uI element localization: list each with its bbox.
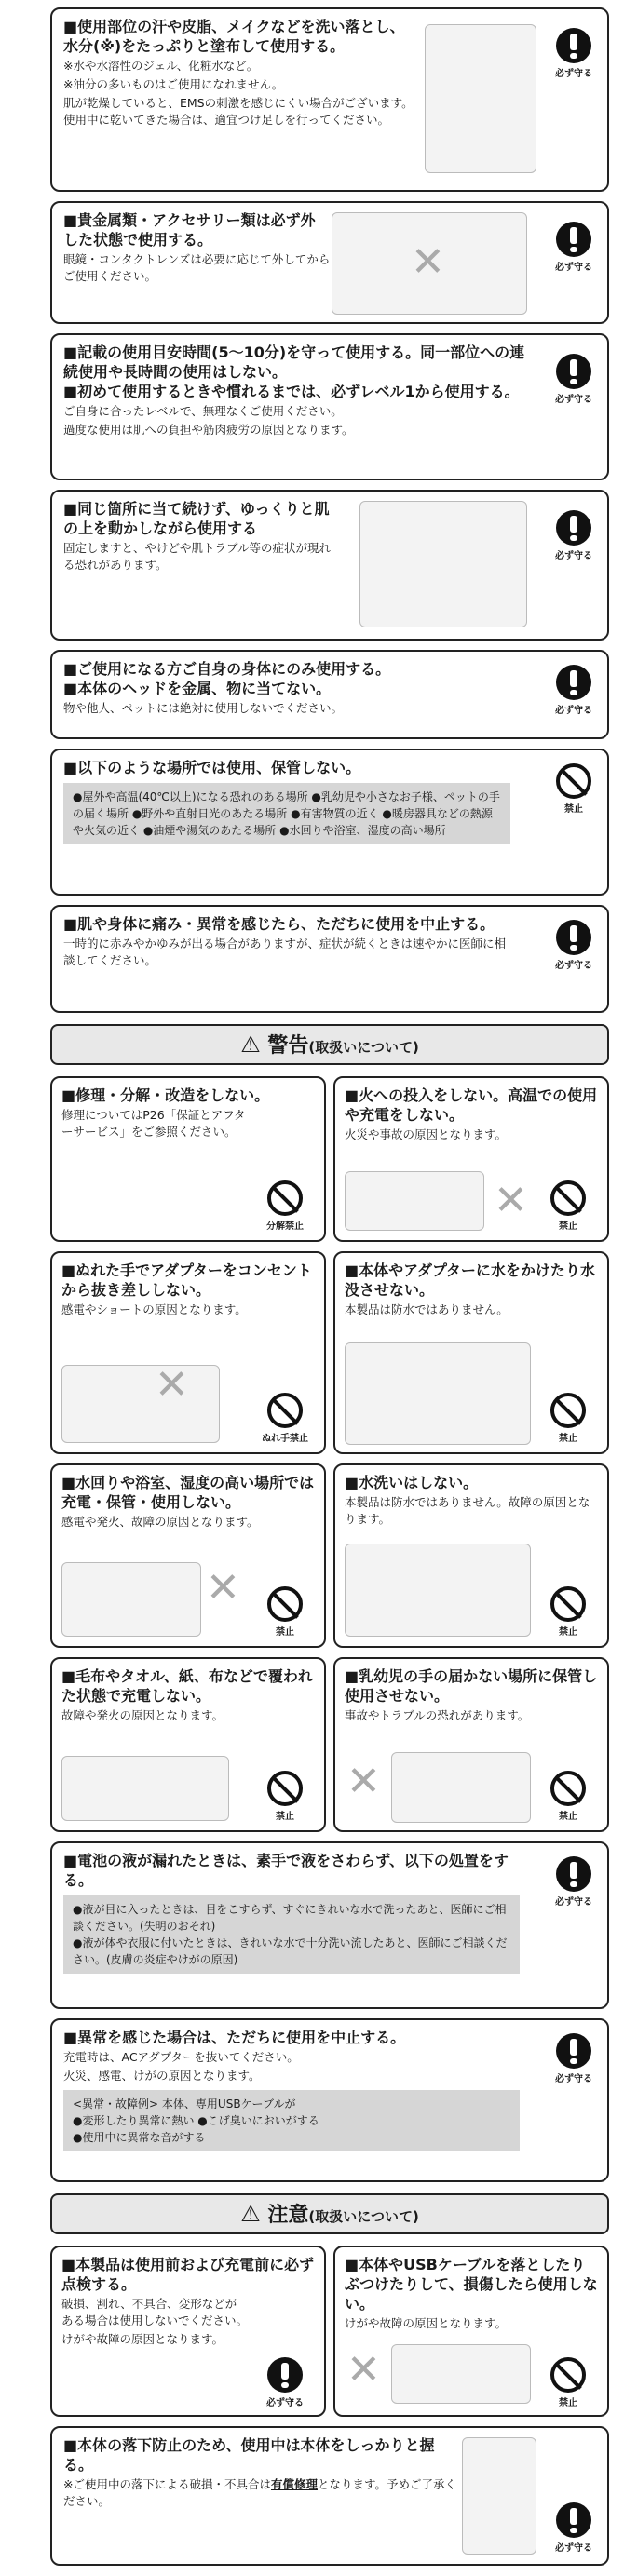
- warning-triangle-icon: ⚠: [240, 1032, 261, 1058]
- note: 肌が乾燥していると、EMSの刺激を感じにくい場合がございます。使用中に乾いてきた場合は、適宜つけ足しを行ってください。: [63, 96, 414, 127]
- note: 感電や発火、故障の原因となります。: [61, 1515, 259, 1529]
- heading: ■貴金属類・アクセサリー類は必ず外した状態で使用する。: [63, 211, 316, 249]
- exclamation-icon: [556, 28, 591, 63]
- note: ※水や水溶性のジェル、化粧水など。: [63, 59, 259, 73]
- heading: ■使用部位の汗や皮脂、メイクなどを洗い落とし、水分(※)をたっぷりと塗布して使用する。: [63, 18, 405, 55]
- note: ご自身に合ったレベルで、無理なくご使用ください。: [63, 404, 343, 418]
- list-item: <異常・故障例> 本体、専用USBケーブルが: [73, 2097, 296, 2111]
- exclamation-icon: [556, 1856, 591, 1892]
- note: けがや故障の原因となります。: [345, 2316, 508, 2330]
- cross-icon: ✕: [155, 1361, 189, 1409]
- must-mark: 必ず守る: [546, 222, 602, 273]
- note: 眼鏡・コンタクトレンズは必要に応じて外してからご使用ください。: [63, 252, 331, 283]
- heading: ■本製品は使用前および充電前に必ず点検する。: [61, 2256, 315, 2293]
- heading: ■電池の液が漏れたときは、素手で液をさわらず、以下の処置をする。: [63, 1852, 509, 1889]
- heading: ■本体やUSBケーブルを落としたりぶつけたりして、損傷したら使用しない。: [345, 2256, 598, 2313]
- cross-icon: ✕: [411, 238, 445, 286]
- ban-mark: 禁止: [257, 1586, 313, 1638]
- prohibited-icon: [550, 1586, 586, 1622]
- exclamation-icon: [556, 920, 591, 955]
- warning-box-no-fire: [333, 1076, 609, 1242]
- note: けがや故障の原因となります。: [61, 2332, 224, 2346]
- battery-leak-list: [63, 1895, 520, 1974]
- heading: ■ぬれた手でアダプターをコンセントから抜き差ししない。: [61, 1261, 312, 1299]
- list-item: ●変形したり異常に熱い ●こげ臭いにおいがする: [73, 2114, 319, 2127]
- note: 破損、割れ、不具合、変形などがある場合は使用しないでください。: [61, 2297, 249, 2327]
- note: 修理についてはP26「保証とアフターサービス」をご参照ください。: [61, 1108, 246, 1139]
- towel-illustration: [61, 1756, 229, 1821]
- warning-box-no-washing: [333, 1463, 609, 1648]
- heading: ■本体のヘッドを金属、物に当てない。: [63, 680, 332, 697]
- cross-icon: ✕: [206, 1564, 240, 1612]
- note: 本製品は防水ではありません。: [345, 1302, 509, 1316]
- warning-box-wet-hands: [50, 1251, 326, 1454]
- faucet-illustration: [345, 1544, 531, 1637]
- caution-box-dropped-device: [333, 2246, 609, 2417]
- heading: ■以下のような場所では使用、保管しない。: [63, 759, 361, 776]
- note: 事故やトラブルの恐れがあります。: [345, 1708, 530, 1722]
- place-list: ●屋外や高温(40℃以上)になる恐れのある場所 ●乳幼児や小さなお子様、ペットの手の届く場所 ●野外や直射日光のあたる場所 ●有害物質の近く ●暖房器具などの熱源や火気の近く ●油煙や湯気のあたる場所 ●水回りや浴室、湿度の高い場所: [63, 783, 510, 844]
- must-mark: 必ず守る: [546, 354, 602, 405]
- heading: ■記載の使用目安時間(5〜10分)を守って使用する。同一部位への連続使用や長時間の使用はしない。: [63, 344, 525, 381]
- ban-mark: 禁止: [540, 2357, 596, 2408]
- bathtub-illustration: [61, 1562, 201, 1637]
- heading: ■水回りや浴室、湿度の高い場所では充電・保管・使用しない。: [61, 1474, 315, 1511]
- warning-box-abnormality: [50, 2018, 609, 2182]
- baby-illustration: [391, 1752, 531, 1823]
- prohibited-icon: [267, 1180, 303, 1216]
- note: 一時的に赤みやかゆみが出る場合がありますが、症状が続くときは速やかに医師に相談してください。: [63, 937, 507, 967]
- exclamation-icon: [267, 2357, 303, 2393]
- cross-icon: ✕: [346, 2346, 381, 2394]
- caution-box-usage-time: [50, 333, 609, 480]
- list-item: ●使用中に異常な音がする: [73, 2131, 206, 2144]
- ban-mark: 禁止: [540, 1393, 596, 1444]
- must-mark: 必ず守る: [546, 510, 602, 561]
- ban-mark: 禁止: [540, 1180, 596, 1232]
- prohibited-icon: [550, 2357, 586, 2393]
- heading: ■異常を感じた場合は、ただちに使用を中止する。: [63, 2029, 406, 2046]
- heading: ■毛布やタオル、紙、布などで覆われた状態で充電しない。: [61, 1667, 313, 1705]
- prohibited-icon: [267, 1393, 303, 1428]
- must-mark: 必ず守る: [546, 920, 602, 971]
- note: ※ご使用中の落下による破損・不具合は有償修理となります。予めご了承ください。: [63, 2477, 457, 2508]
- exclamation-icon: [556, 222, 591, 257]
- heading: ■本体やアダプターに水をかけたり水没させない。: [345, 1261, 595, 1299]
- fire-illustration: [345, 1171, 484, 1231]
- heading: ■水洗いはしない。: [345, 1474, 479, 1491]
- heading: ■同じ箇所に当て続けず、ゆっくりと肌の上を動かしながら使用する: [63, 500, 330, 537]
- warning-box-no-water: [333, 1251, 609, 1454]
- note: 火災、感電、けがの原因となります。: [63, 2069, 261, 2083]
- abnormality-list: [63, 2090, 520, 2151]
- cross-icon: ✕: [494, 1177, 528, 1224]
- water-illustration: [345, 1342, 531, 1445]
- must-mark: 必ず守る: [546, 2033, 602, 2084]
- hand-holding-device-illustration: [462, 2437, 536, 2555]
- warning-box-no-disassembly: [50, 1076, 326, 1242]
- must-mark: 必ず守る: [546, 28, 602, 79]
- warning-banner: ⚠ 警告(取扱いについて): [50, 1024, 609, 1065]
- heading: ■初めて使用するときや慣れるまでは、必ずレベル1から使用する。: [63, 383, 520, 400]
- ban-mark: 禁止: [540, 1771, 596, 1822]
- ban-mark: 禁止: [257, 1771, 313, 1822]
- caution-box-inspection: [50, 2246, 326, 2417]
- caution-box-places: [50, 749, 609, 896]
- warning-triangle-icon: ⚠: [240, 2201, 261, 2227]
- heading: ■ご使用になる方ご自身の身体にのみ使用する。: [63, 660, 391, 678]
- no-disassembly-mark: 分解禁止: [257, 1180, 313, 1232]
- prohibited-icon: [267, 1586, 303, 1622]
- note: 過度な使用は肌への負担や筋肉疲労の原因となります。: [63, 423, 354, 437]
- note: 感電やショートの原因となります。: [61, 1302, 247, 1316]
- must-mark: 必ず守る: [546, 2502, 602, 2554]
- heading: ■肌や身体に痛み・異常を感じたら、ただちに使用を中止する。: [63, 915, 495, 933]
- heading: ■修理・分解・改造をしない。: [61, 1086, 270, 1104]
- caution-box-hold-firmly: [50, 2426, 609, 2566]
- must-mark: 必ず守る: [546, 665, 602, 716]
- heading: ■火への投入をしない。高温での使用や充電をしない。: [345, 1086, 598, 1124]
- prohibited-icon: [550, 1180, 586, 1216]
- note: ※油分の多いものはご使用になれません。: [63, 77, 284, 91]
- caution-box-wash-skin: [50, 7, 609, 192]
- prohibited-icon: [267, 1771, 303, 1806]
- paid-repair-emphasis: 有償修理: [270, 2477, 318, 2491]
- warning-box-battery-leak: [50, 1841, 609, 2009]
- exclamation-icon: [556, 354, 591, 389]
- dropped-device-illustration: [391, 2344, 531, 2404]
- note: 火災や事故の原因となります。: [345, 1127, 508, 1141]
- note: 充電時は、ACアダプターを抜いてください。: [63, 2050, 299, 2064]
- exclamation-icon: [556, 2502, 591, 2538]
- heading: ■乳幼児の手の届かない場所に保管し使用させない。: [345, 1667, 598, 1705]
- list-item: ●液が体や衣服に付いたときは、きれいな水で十分洗い流したあと、医師にご相談ください。(皮膚の炎症やけがの原因): [73, 1936, 508, 1966]
- prohibited-icon: [556, 763, 591, 799]
- face-illustration: [425, 24, 536, 173]
- ban-mark: 禁止: [540, 1586, 596, 1638]
- heading: ■本体の落下防止のため、使用中は本体をしっかりと握る。: [63, 2436, 435, 2474]
- warning-box-children: [333, 1657, 609, 1832]
- caution-box-own-body: [50, 650, 609, 739]
- list-item: ●液が目に入ったときは、目をこすらず、すぐにきれいな水で洗ったあと、医師にご相談ください。(失明のおそれ): [73, 1903, 507, 1933]
- warning-box-bathroom: [50, 1463, 326, 1648]
- warning-box-covered-charging: [50, 1657, 326, 1832]
- note: 故障や発火の原因となります。: [61, 1708, 224, 1722]
- prohibited-icon: [550, 1771, 586, 1806]
- caution-banner: ⚠ 注意(取扱いについて): [50, 2193, 609, 2234]
- caution-box-remove-jewelry: [50, 201, 609, 324]
- exclamation-icon: [556, 2033, 591, 2069]
- exclamation-icon: [556, 665, 591, 700]
- exclamation-icon: [556, 510, 591, 546]
- note: 本製品は防水ではありません。故障の原因となります。: [345, 1495, 590, 1526]
- cross-icon: ✕: [346, 1758, 381, 1805]
- outlet-illustration: [61, 1361, 220, 1443]
- note: 固定しますと、やけどや肌トラブル等の症状が現れる恐れがあります。: [63, 541, 332, 572]
- caution-box-stop-on-pain: [50, 905, 609, 1013]
- prohibited-icon: [550, 1393, 586, 1428]
- must-mark: 必ず守る: [546, 1856, 602, 1908]
- ban-mark: 禁止: [546, 763, 602, 815]
- face-illustration: [359, 501, 527, 627]
- must-mark: 必ず守る: [257, 2357, 313, 2408]
- note: 物や他人、ペットには絶対に使用しないでください。: [63, 701, 344, 715]
- caution-box-move-slowly: [50, 490, 609, 641]
- no-wet-hands-mark: ぬれ手禁止: [257, 1393, 313, 1444]
